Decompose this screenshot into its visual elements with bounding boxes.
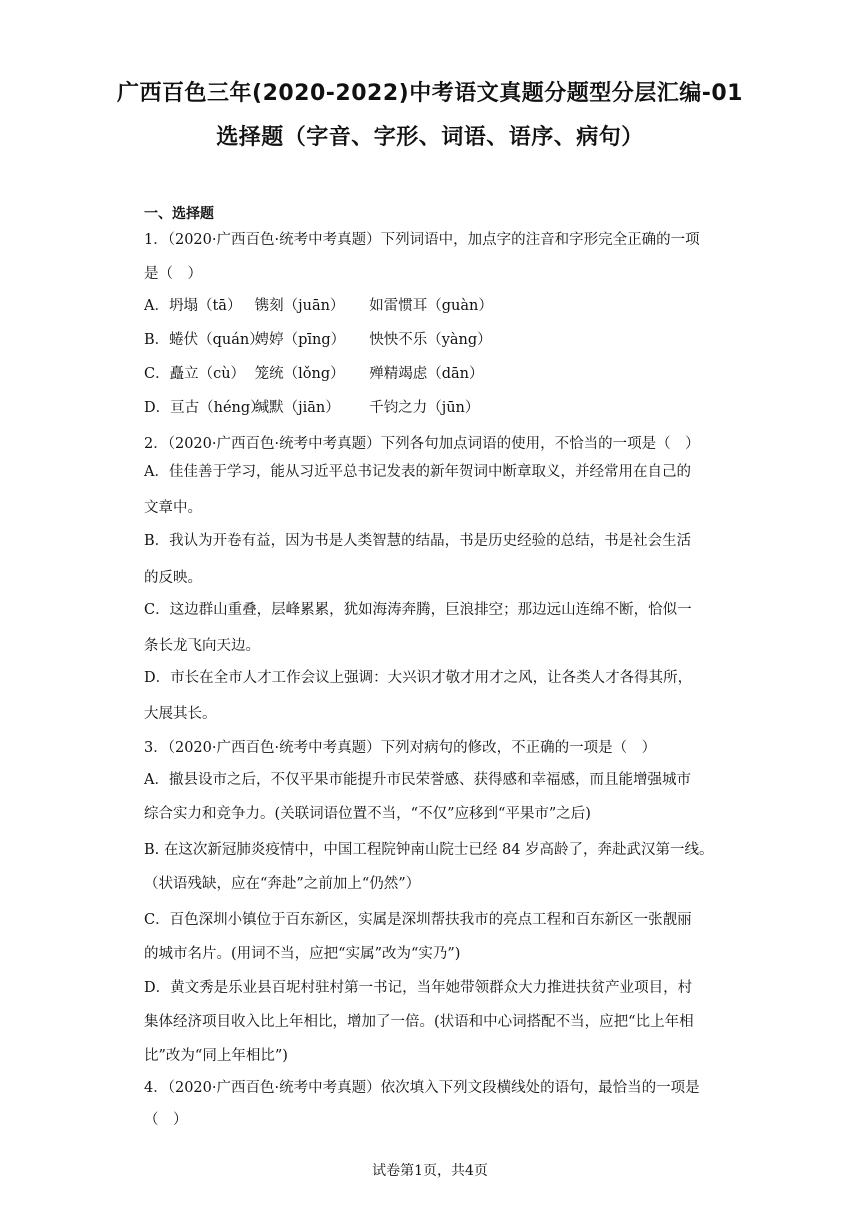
q3-option-b-cont: （状语残缺，应在“奔赴”之前加上“仍然”）: [144, 876, 421, 892]
q4-answer-paren: （ ）: [144, 1112, 188, 1128]
q1-a-word-3: 如雷惯耳（guàn）: [369, 298, 493, 314]
q2-stem: 2．（2020·广西百色·统考中考真题）下列各句加点词语的使用，不恰当的一项是（ ）: [144, 436, 700, 452]
page-footer: 试卷第1页，共4页: [372, 1163, 488, 1179]
q2-option-c-cont: 条长龙飞向天边。: [144, 638, 260, 654]
q2-option-b-cont: 的反映。: [144, 570, 202, 586]
q1-c-word-1: C．矗立（cù）: [144, 366, 246, 382]
q1-a-word-1: A．坍塌（tā）: [144, 298, 242, 314]
q3-option-d-cont-2: 比”改为“同上年相比”): [144, 1048, 288, 1064]
q3-option-c-cont: 的城市名片。(用词不当，应把“实属”改为“实乃”): [144, 946, 461, 962]
q2-option-a-cont: 文章中。: [144, 500, 202, 516]
q1-a-word-2: 镌刻（juān）: [254, 298, 345, 314]
q2-option-c: C．这边群山重叠，层峰累累，犹如海涛奔腾，巨浪排空；那边远山连绵不断，恰似一: [144, 602, 692, 618]
q1-b-word-1: B．蜷伏（quán）: [144, 332, 264, 348]
q1-b-word-2: 娉婷（pīng）: [254, 332, 346, 348]
q1-stem-cont: 是（ ）: [144, 266, 202, 282]
q3-option-d-cont: 集体经济项目收入比上年相比，增加了一倍。(状语和中心词搭配不当，应把“比上年相: [144, 1014, 694, 1030]
q1-d-word-2: 缄默（jiān）: [254, 400, 340, 416]
q1-option-d: [144, 398, 718, 418]
q1-d-word-1: D．亘古（héng）: [144, 400, 265, 416]
q1-c-word-3: 殚精竭虑（dān）: [369, 366, 484, 382]
q1-stem: 1．（2020·广西百色·统考中考真题）下列词语中，加点字的注音和字形完全正确的一项: [144, 232, 700, 248]
q2-option-b: B．我认为开卷有益，因为书是人类智慧的结晶，书是历史经验的总结，书是社会生活: [144, 533, 692, 549]
q1-c-word-2: 笼统（lǒng）: [254, 366, 345, 382]
q3-option-a-cont: 综合实力和竞争力。(关联词语位置不当，“不仅”应移到“平果市”之后): [144, 806, 591, 822]
q1-option-c: [144, 364, 718, 384]
q3-option-b: B. 在这次新冠肺炎疫情中，中国工程院钟南山院士已经 84 岁高龄了，奔赴武汉第一线。: [144, 842, 714, 858]
q2-option-a: A．佳佳善于学习，能从习近平总书记发表的新年贺词中断章取义，并经常用在自己的: [144, 464, 691, 480]
q3-option-c: C．百色深圳小镇位于百东新区，实属是深圳帮扶我市的亮点工程和百东新区一张靓丽: [144, 912, 692, 928]
doc-title-line-2: 选择题（字音、字形、词语、语序、病句）: [216, 125, 644, 150]
q1-b-word-3: 怏怏不乐（yàng）: [369, 332, 492, 348]
q1-option-b: [144, 330, 718, 350]
q4-stem: 4．（2020·广西百色·统考中考真题）依次填入下列文段横线处的语句，最恰当的一项是: [144, 1080, 700, 1096]
section-heading: 一、选择题: [144, 206, 214, 222]
q3-stem: 3．（2020·广西百色·统考中考真题）下列对病句的修改，不正确的一项是（ ）: [144, 740, 657, 756]
q1-d-word-3: 千钧之力（jūn）: [369, 400, 480, 416]
q2-option-d: D．市长在全市人才工作会议上强调：大兴识才敬才用才之风，让各类人才各得其所，: [144, 670, 693, 686]
q1-option-a: [144, 296, 718, 316]
q3-option-d: D．黄文秀是乐业县百坭村驻村第一书记，当年她带领群众大力推进扶贫产业项目，村: [144, 980, 693, 996]
q3-option-a: A．撤县设市之后，不仅平果市能提升市民荣誉感、获得感和幸福感，而且能增强城市: [144, 772, 691, 788]
doc-title-line-1: 广西百色三年(2020-2022)中考语文真题分题型分层汇编-01: [117, 81, 743, 106]
q2-option-d-cont: 大展其长。: [144, 706, 217, 722]
